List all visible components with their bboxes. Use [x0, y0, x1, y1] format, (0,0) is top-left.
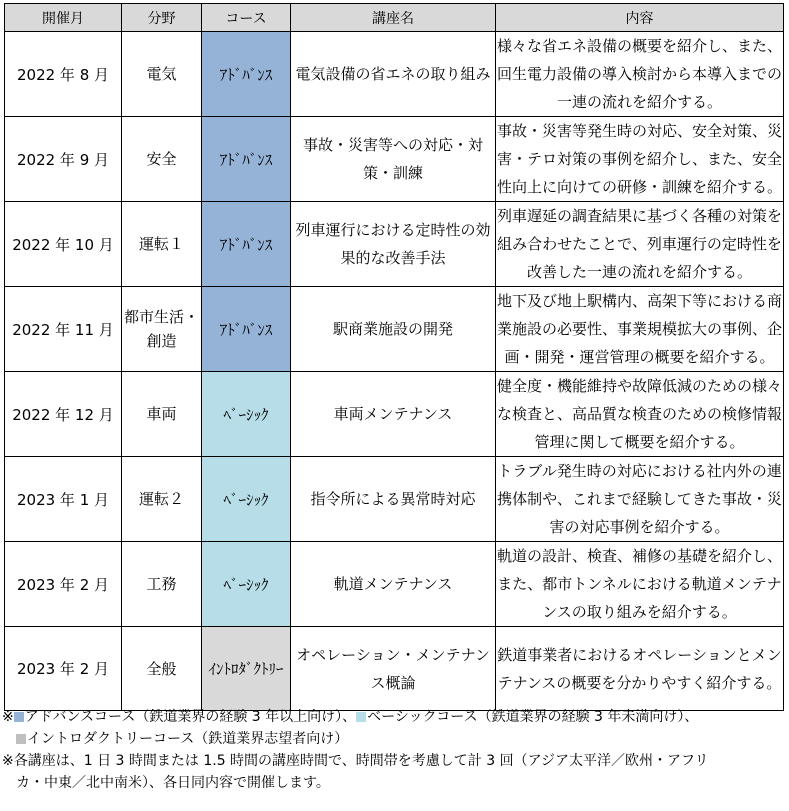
- course-cell: ｱﾄﾞﾊﾞﾝｽ: [202, 117, 291, 202]
- content-cell: 様々な省エネ設備の概要を紹介し、また、回生電力設備の導入検討から本導入までの一連の流れを紹介する。: [496, 32, 784, 117]
- header-row: [5, 4, 784, 32]
- content-cell: 地下及び地上駅構内、高架下等における商業施設の必要性、事業規模拡大の事例、企画・開発・運営管理の概要を紹介する。: [496, 287, 784, 372]
- month-cell: 2023 年 1 月: [5, 457, 122, 542]
- month-cell: 2023 年 2 月: [5, 542, 122, 627]
- lecture-name-cell: 車両メンテナンス: [291, 372, 496, 457]
- month-cell: 2022 年 12 月: [5, 372, 122, 457]
- lecture-name-cell: 指令所による異常時対応: [291, 457, 496, 542]
- note-mark: ※: [2, 709, 14, 725]
- legend-basic: ベーシックコース（鉄道業界の経験 3 年未満向け）、: [367, 709, 699, 725]
- header-content: 内容: [496, 4, 784, 32]
- header-course: コース: [202, 4, 291, 32]
- content-cell: 鉄道事業者におけるオペレーションとメンテナンスの概要を分かりやすく紹介する。: [496, 627, 784, 711]
- course-cell: ｱﾄﾞﾊﾞﾝｽ: [202, 287, 291, 372]
- content-cell: トラブル発生時の対応における社内外の連携体制や、これまで経験してきた事故・災害の対応事例を紹介する。: [496, 457, 784, 542]
- content-cell: 列車遅延の調査結果に基づく各種の対策を組み合わせたことで、列車運行の定時性を改善した一連の流れを紹介する。: [496, 202, 784, 287]
- field-cell: 全般: [122, 627, 202, 711]
- schedule-note-line1: ※各講座は、1 日 3 時間または 1.5 時間の講座時間で、時間帯を考慮して計 3 回（アジア太平洋／欧州・アフリ: [2, 753, 709, 769]
- field-cell: 安全: [122, 117, 202, 202]
- field-cell: 運転２: [122, 457, 202, 542]
- course-cell: ｲﾝﾄﾛﾀﾞｸﾄﾘｰ: [202, 627, 291, 711]
- course-legend-line1: [2, 706, 787, 728]
- course-cell: ﾍﾞｰｼｯｸ: [202, 542, 291, 627]
- table-row: [5, 372, 784, 457]
- intro-swatch-icon: [16, 734, 26, 744]
- field-cell: 車両: [122, 372, 202, 457]
- course-legend-line2: [2, 728, 787, 750]
- field-cell: 都市生活・創造: [122, 287, 202, 372]
- month-cell: 2022 年 10 月: [5, 202, 122, 287]
- lecture-name-cell: 列車運行における定時性の効果的な改善手法: [291, 202, 496, 287]
- legend-intro: イントロダクトリーコース（鉄道業界志望者向け）: [27, 731, 349, 747]
- schedule-note-line2: カ・中東／北中南米）、各日同内容で開催します。: [16, 775, 330, 791]
- table-row: [5, 287, 784, 372]
- table-row: [5, 117, 784, 202]
- basic-swatch-icon: [356, 712, 366, 722]
- field-cell: 運転１: [122, 202, 202, 287]
- course-cell: ﾍﾞｰｼｯｸ: [202, 372, 291, 457]
- schedule-table: [4, 3, 784, 711]
- header-lecture-name: 講座名: [291, 4, 496, 32]
- content-cell: 軌道の設計、検査、補修の基礎を紹介し、また、都市トンネルにおける軌道メンテナンスの取り組みを紹介する。: [496, 542, 784, 627]
- table-row: [5, 202, 784, 287]
- legend-advanced: アドバンスコース（鉄道業界の経験 3 年以上向け）、: [24, 709, 357, 725]
- content-cell: 事故・災害等発生時の対応、安全対策、災害・テロ対策の事例を紹介し、また、安全性向上に向けての研修・訓練を紹介する。: [496, 117, 784, 202]
- month-cell: 2023 年 2 月: [5, 627, 122, 711]
- table-body: [5, 32, 784, 711]
- course-cell: ｱﾄﾞﾊﾞﾝｽ: [202, 202, 291, 287]
- footnotes: [2, 706, 787, 794]
- lecture-name-cell: 駅商業施設の開発: [291, 287, 496, 372]
- content-cell: 健全度・機能維持や故障低減のための様々な検査と、高品質な検査のための検修情報管理に関して概要を紹介する。: [496, 372, 784, 457]
- table-row: [5, 32, 784, 117]
- lecture-name-cell: 軌道メンテナンス: [291, 542, 496, 627]
- table-row: [5, 542, 784, 627]
- month-cell: 2022 年 8 月: [5, 32, 122, 117]
- lecture-name-cell: オペレーション・メンテナンス概論: [291, 627, 496, 711]
- field-cell: 電気: [122, 32, 202, 117]
- lecture-name-cell: 電気設備の省エネの取り組み: [291, 32, 496, 117]
- table-row: [5, 627, 784, 711]
- header-month: 開催月: [5, 4, 122, 32]
- month-cell: 2022 年 9 月: [5, 117, 122, 202]
- field-cell: 工務: [122, 542, 202, 627]
- course-cell: ｱﾄﾞﾊﾞﾝｽ: [202, 32, 291, 117]
- table-row: [5, 457, 784, 542]
- month-cell: 2022 年 11 月: [5, 287, 122, 372]
- lecture-name-cell: 事故・災害等への対応・対策・訓練: [291, 117, 496, 202]
- header-field: 分野: [122, 4, 202, 32]
- advanced-swatch-icon: [14, 712, 24, 722]
- course-cell: ﾍﾞｰｼｯｸ: [202, 457, 291, 542]
